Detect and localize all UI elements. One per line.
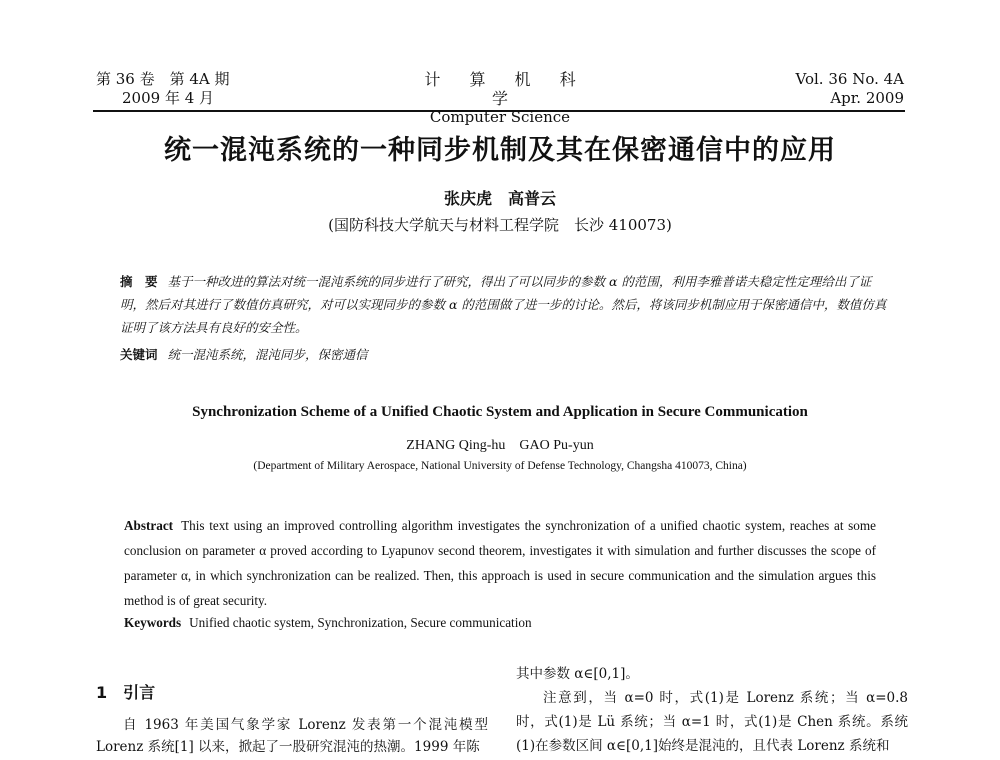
header-vol-en: Vol. 36 No. 4A: [795, 70, 904, 88]
authors-cn: 张庆虎 高普云: [443, 189, 556, 208]
header-volume-block: [96, 70, 230, 108]
body-column-left: [96, 714, 488, 758]
body-paragraph: 自 1963 年美国气象学家 Lorenz 发表第一个混沌模型 Lorenz 系统[1] 以来，掀起了一股研究混沌的热潮。1999 年陈: [96, 717, 488, 755]
section-title: 引言: [123, 683, 156, 702]
affiliation-en: (Department of Military Aerospace, National University of Defense Technology, Changsha 410073, China): [253, 460, 747, 472]
body-paragraph: 注意到，当 α=0 时，式(1)是 Lorenz 系统；当 α=0.8 时，式(1)是 Lü 系统；当 α=1 时，式(1)是 Chen 系统。系统(1)在参数区间 α∈[0,1]始终是混沌的，且代表 Lorenz 系统和: [516, 690, 908, 754]
header-volume-issue: 第 36 卷 第 4A 期: [96, 70, 230, 88]
header-journal-block: [400, 70, 600, 127]
abstract-en-text: This text using an improved controlling algorithm investigates the synchronization of a unified chaotic system, reaches at some conclusion on parameter α proved according to Lyapunov second theorem, investigates it with simulation and further discusses the scope of parameter α, in which synchronization can be realized. Then, this approach is used in secure communication and the simulation argues this method is of great security.: [124, 518, 876, 608]
keywords-en: [124, 612, 876, 634]
header-date-en: Apr. 2009: [830, 89, 904, 107]
paper-title-cn: 统一混沌系统的一种同步机制及其在保密通信中的应用: [164, 135, 836, 166]
body-column-right: [516, 662, 908, 758]
abstract-cn-text: 基于一种改进的算法对统一混沌系统的同步进行了研究，得出了可以同步的参数 α 的范围，利用李雅普诺夫稳定性定理给出了证明，然后对其进行了数值仿真研究，对可以实现同步的参数 α 的范围做了进一步的讨论。然后，将该同步机制应用于保密通信中，数值仿真证明了该方法具有良好的安全性。: [120, 274, 887, 335]
abstract-cn: [120, 270, 890, 339]
section-heading: [96, 680, 155, 703]
keywords-en-text: Unified chaotic system, Synchronization, Secure communication: [189, 615, 532, 630]
keywords-cn: [120, 344, 890, 366]
header-journal-cn: 计 算 机 科 学: [424, 70, 588, 108]
paper-title-en: Synchronization Scheme of a Unified Chaotic System and Application in Secure Communication: [192, 404, 808, 420]
keywords-cn-label: 关键词: [120, 347, 158, 362]
header-rule: [93, 110, 905, 112]
keywords-en-label: Keywords: [124, 615, 182, 630]
affiliation-cn: (国防科技大学航天与材料工程学院 长沙 410073): [328, 216, 672, 234]
abstract-en: [124, 513, 876, 613]
header-vol-en-block: [796, 70, 904, 108]
authors-en: ZHANG Qing-hu GAO Pu-yun: [406, 438, 594, 453]
abstract-en-label: Abstract: [124, 518, 174, 533]
header-date: 2009 年 4 月: [122, 89, 215, 107]
header-journal-en: Computer Science: [429, 108, 571, 126]
keywords-cn-text: 统一混沌系统，混沌同步，保密通信: [167, 347, 368, 362]
body-line: 其中参数 α∈[0,1]。: [516, 666, 639, 682]
section-number: 1: [96, 683, 108, 702]
abstract-cn-label: 摘 要: [120, 274, 158, 289]
